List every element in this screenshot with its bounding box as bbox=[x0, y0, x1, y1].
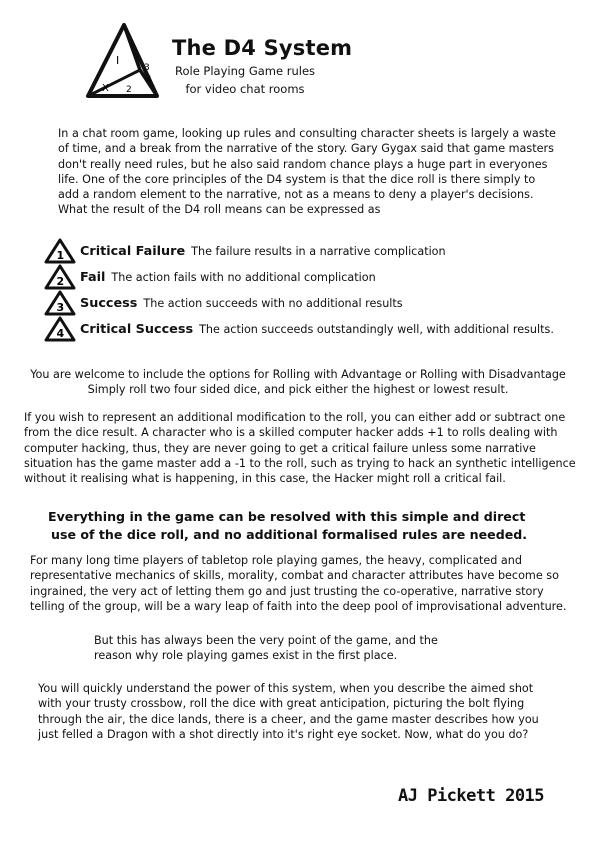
result-description: The action succeeds with no additional results bbox=[143, 296, 403, 310]
result-item-fail bbox=[44, 264, 376, 290]
die-face-label: 3 bbox=[144, 63, 150, 73]
result-item-critical-failure bbox=[44, 238, 446, 264]
svg-text:3: 3 bbox=[56, 301, 65, 314]
intro-paragraph: In a chat room game, looking up rules and consulting character sheets is largely a waste of time, and a break from the narrative of the story. Gary Gygax said that game masters don't really need rules, but he also said random chance plays a huge part in everyones life. One of the core principles of the D4 system is that the dice roll is there simply to add a random element to the narrative, not as a means to deny a player's decisions. What the result of the D4 roll means can be expressed as bbox=[58, 127, 556, 217]
svg-text:1: 1 bbox=[56, 249, 65, 262]
result-item-success bbox=[44, 290, 403, 316]
result-name: Critical Failure bbox=[80, 243, 186, 259]
author-signature: AJ Pickett 2015 bbox=[398, 786, 545, 806]
subtitle-line: Role Playing Game rules bbox=[174, 64, 316, 78]
result-item-critical-success bbox=[44, 316, 554, 342]
d4-triangle-icon bbox=[44, 290, 76, 316]
point-paragraph: But this has always been the very point of the game, and the reason why role playing games exist in the first place. bbox=[94, 634, 438, 663]
players-paragraph: For many long time players of tabletop role playing games, the heavy, complicated and representative mechanics of skills, morality, combat and character attributes have become so ingrained, the very act of letting them go and just trusting the co-operative, narrative story telling of the group, will be a wary leap of faith into the deep pool of improvisational adventure. bbox=[30, 554, 567, 613]
svg-text:4: 4 bbox=[56, 327, 65, 340]
advantage-paragraph: You are welcome to include the options for Rolling with Advantage or Rolling with Disadvantage Simply roll two four sided dice, and pick either the highest or lowest result. bbox=[30, 368, 566, 397]
die-face-label: X bbox=[102, 83, 109, 94]
modification-paragraph: If you wish to represent an additional modification to the roll, you can either add or subtract one from the dice result. A character who is a skilled computer hacker adds +1 to rolls dealing with computer hacking, thus, they are never going to get a critical failure unless some narrative situation has the game master add a -1 to the roll, such as trying to hack an synthetic intelligence without it realising what is happening, in this case, the Hacker might roll a critical fail. bbox=[24, 411, 576, 486]
d4-triangle-icon bbox=[44, 316, 76, 342]
result-name: Critical Success bbox=[80, 321, 194, 337]
result-description: The action fails with no additional complication bbox=[111, 270, 376, 284]
result-description: The failure results in a narrative complication bbox=[191, 244, 446, 258]
svg-text:2: 2 bbox=[56, 275, 65, 288]
d4-triangle-icon bbox=[44, 238, 76, 264]
d4-triangle-icon bbox=[44, 264, 76, 290]
result-name: Fail bbox=[80, 269, 106, 285]
die-face-label: 2 bbox=[126, 85, 132, 95]
result-name: Success bbox=[80, 295, 138, 311]
page-title: The D4 System bbox=[172, 36, 353, 60]
emphasis-statement: Everything in the game can be resolved with this simple and direct use of the dice roll, and no additional formalised rules are needed. bbox=[48, 509, 528, 542]
die-face-label: I bbox=[116, 54, 120, 67]
die-face-label: 4 bbox=[146, 75, 152, 85]
result-description: The action succeeds outstandingly well, with additional results. bbox=[199, 322, 554, 336]
closing-paragraph: You will quickly understand the power of this system, when you describe the aimed shot with your trusty crossbow, roll the dice with great anticipation, picturing the bolt flying through the air, the dice lands, there is a cheer, and the game master describes how you just felled a Dragon with a shot directly into it's right eye socket. Now, what do you do? bbox=[38, 682, 539, 741]
d4-die-logo bbox=[84, 22, 164, 104]
subtitle-line: for video chat rooms bbox=[185, 82, 305, 96]
